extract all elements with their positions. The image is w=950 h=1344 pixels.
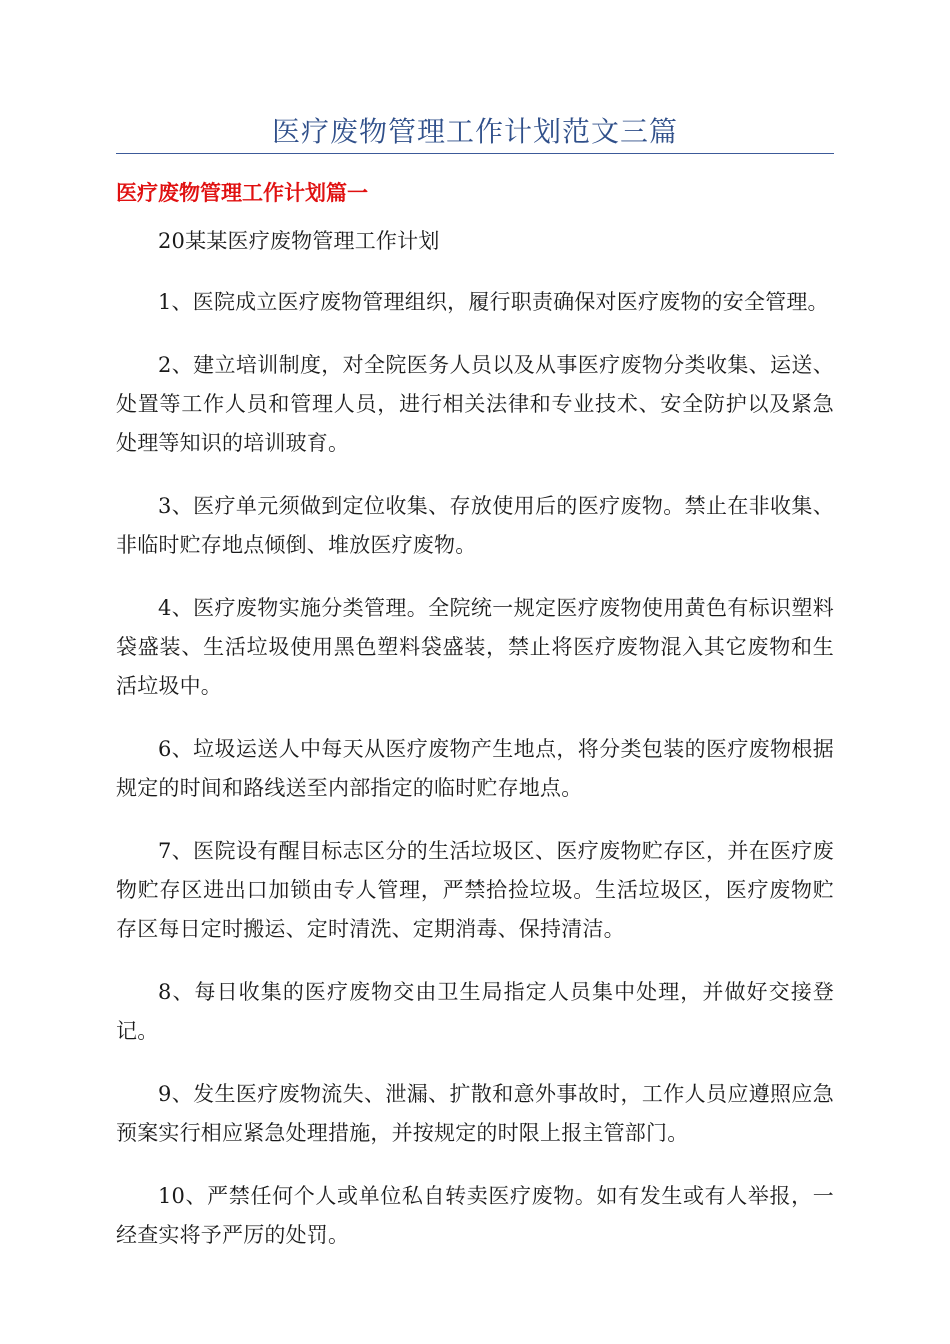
paragraph-item: 6、垃圾运送人中每天从医疗废物产生地点，将分类包装的医疗废物根据规定的时间和路线送至内部指定的临时贮存地点。	[116, 737, 834, 800]
document-title: 医疗废物管理工作计划范文三篇	[271, 115, 678, 148]
paragraph-item: 1、医院成立医疗废物管理组织，履行职责确保对医疗废物的安全管理。	[158, 290, 829, 314]
paragraph-item: 7、医院设有醒目标志区分的生活垃圾区、医疗废物贮存区，并在医疗废物贮存区进出口加锁由专人管理，严禁拾捡垃圾。生活垃圾区，医疗废物贮存区每日定时搬运、定时清洗、定期消毒、保持清洁。	[116, 839, 834, 941]
paragraph-item: 8、每日收集的医疗废物交由卫生局指定人员集中处理，并做好交接登记。	[116, 980, 834, 1043]
paragraph-item: 2、建立培训制度，对全院医务人员以及从事医疗废物分类收集、运送、处置等工作人员和管理人员，进行相关法律和专业技术、安全防护以及紧急处理等知识的培训玻育。	[116, 353, 834, 455]
paragraph-item: 3、医疗单元须做到定位收集、存放使用后的医疗废物。禁止在非收集、非临时贮存地点倾倒、堆放医疗废物。	[116, 494, 834, 557]
paragraph-item: 9、发生医疗废物流失、泄漏、扩散和意外事故时，工作人员应遵照应急预案实行相应紧急处理措施，并按规定的时限上报主管部门。	[116, 1082, 834, 1145]
paragraph-item: 10、严禁任何个人或单位私自转卖医疗废物。如有发生或有人举报，一经查实将予严厉的处罚。	[116, 1184, 834, 1247]
paragraph-item: 4、医疗废物实施分类管理。全院统一规定医疗废物使用黄色有标识塑料袋盛装、生活垃圾使用黑色塑料袋盛装，禁止将医疗废物混入其它废物和生活垃圾中。	[116, 596, 834, 698]
document-body	[116, 222, 834, 1279]
title-underline	[116, 153, 834, 154]
paragraph-plan-title: 20某某医疗废物管理工作计划	[158, 229, 440, 253]
section-heading: 医疗废物管理工作计划篇一	[116, 181, 368, 205]
